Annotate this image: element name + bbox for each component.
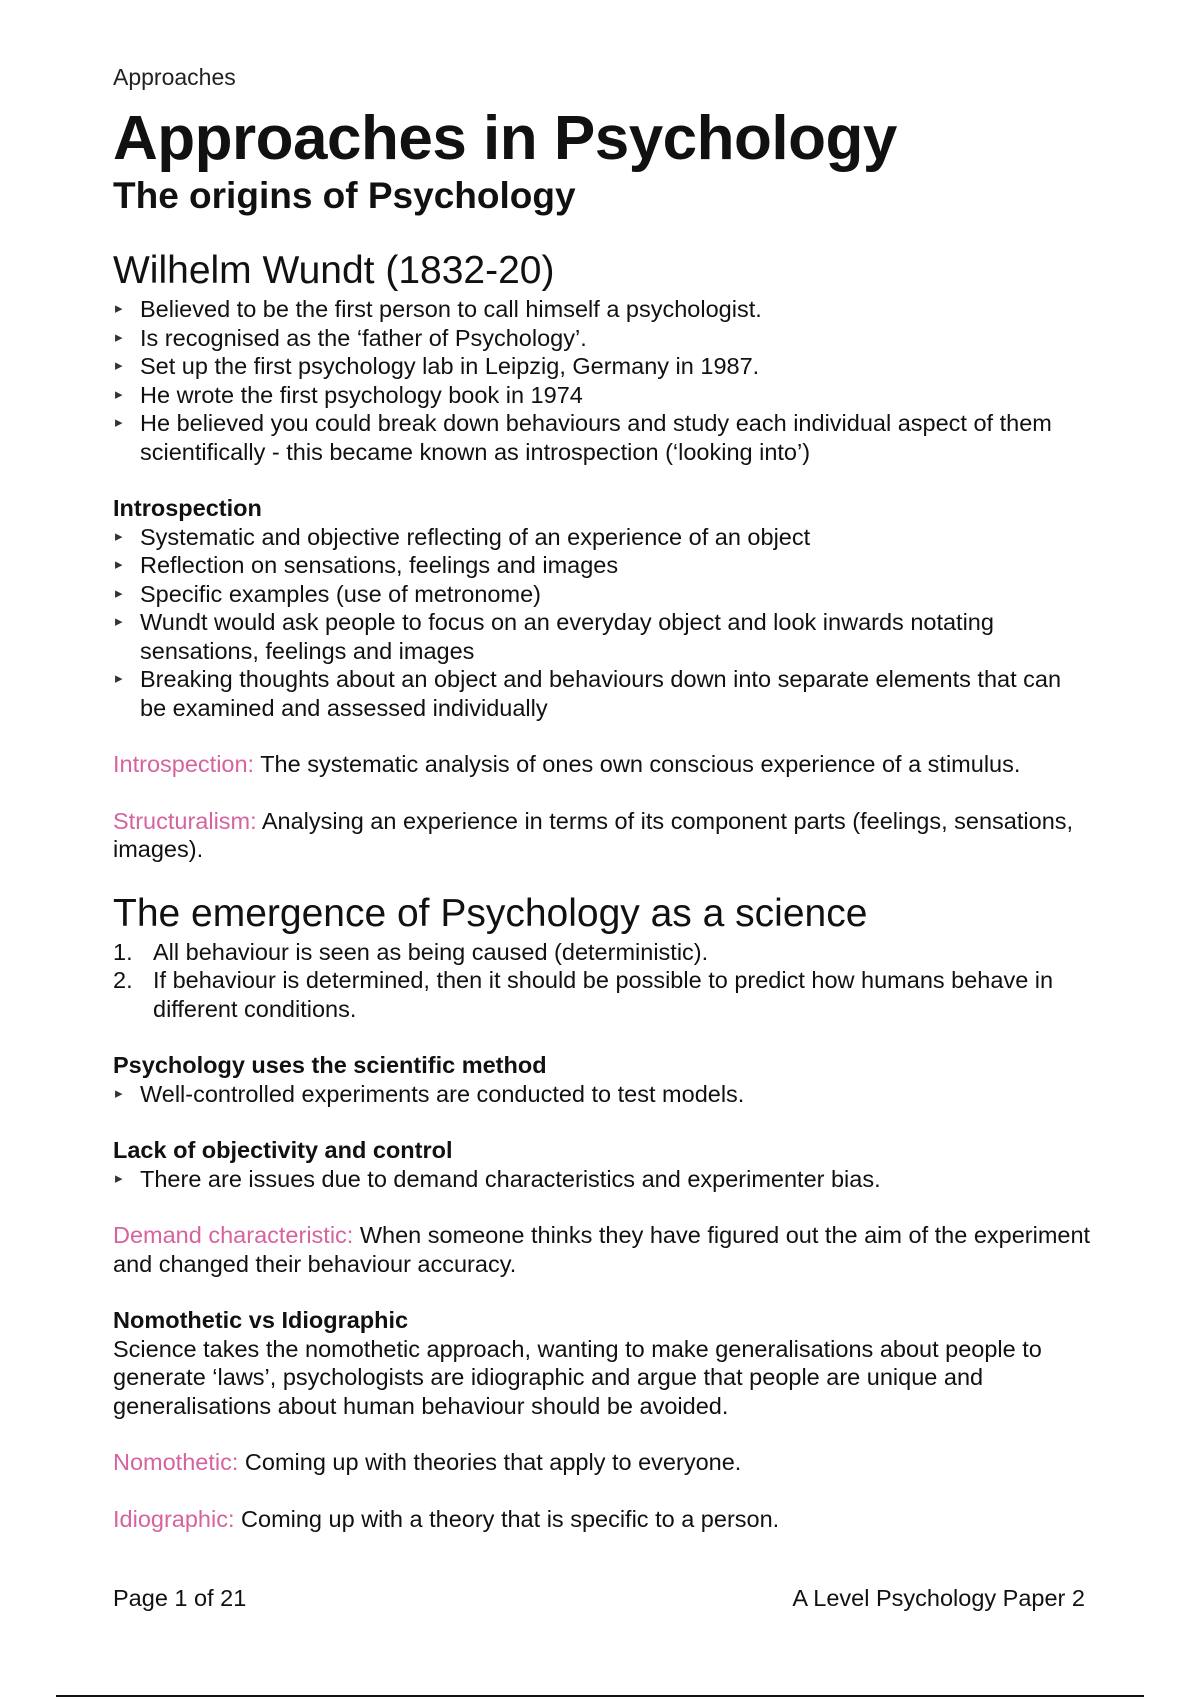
list-item: ▸ Set up the first psychology lab in Leipzig, Germany in 1987. [113, 352, 1093, 381]
emergence-section [113, 892, 1093, 1534]
list-number: 2. [113, 967, 133, 993]
list-item: ▸ Reflection on sensations, feelings and images [113, 551, 1093, 580]
bottom-divider [56, 1695, 1144, 1697]
objectivity-bullet-list [113, 1165, 1093, 1194]
definition-term: Nomothetic: [113, 1449, 239, 1475]
introspection-bullet-list [113, 523, 1093, 723]
list-item [113, 938, 1093, 967]
definition-term: Demand characteristic: [113, 1222, 354, 1248]
list-item: ▸ He wrote the first psychology book in 1974 [113, 381, 1093, 410]
wundt-bullet-list [113, 295, 1093, 466]
emergence-heading: The emergence of Psychology as a science [113, 891, 868, 935]
page-number: Page 1 of 21 [113, 1585, 247, 1611]
document-page [113, 64, 1093, 1533]
list-item [113, 966, 1093, 1023]
definition-term: Introspection: [113, 751, 255, 777]
scientific-method-bullet-list [113, 1080, 1093, 1109]
definition-idiographic [113, 1505, 1093, 1534]
list-item: ▸ He believed you could break down behaviours and study each individual aspect of them scientifically - this became known as introspection (‘looking into’) [113, 409, 1093, 466]
scientific-method-heading: Psychology uses the scientific method [113, 1052, 547, 1078]
definition-text: Analysing an experience in terms of its component parts (feelings, sensations, images). [113, 807, 1074, 862]
nomothetic-heading: Nomothetic vs Idiographic [113, 1307, 409, 1333]
list-item: ▸ Systematic and objective reflecting of an experience of an object [113, 523, 1093, 552]
nomothetic-paragraph: Science takes the nomothetic approach, wanting to make generalisations about people to generate ‘laws’, psychologists are idiographic and argue that people are unique and generalisations about human behaviour should be avoided. [113, 1335, 1042, 1419]
introspection-heading: Introspection [113, 495, 262, 521]
definition-text: Coming up with a theory that is specific to a person. [234, 1505, 780, 1532]
definition-demand-characteristic [113, 1221, 1093, 1278]
definition-introspection [113, 750, 1093, 779]
list-item: ▸ Wundt would ask people to focus on an everyday object and look inwards notating sensations, feelings and images [113, 608, 1093, 665]
list-item: ▸ Well-controlled experiments are conducted to test models. [113, 1080, 1093, 1109]
page-subtitle: The origins of Psychology [113, 175, 576, 216]
running-header: Approaches [113, 64, 236, 90]
definition-structuralism [113, 807, 1093, 864]
wundt-heading: Wilhelm Wundt (1832-20) [113, 249, 555, 292]
definition-text: When someone thinks they have figured out the aim of the experiment and changed their behaviour accuracy. [113, 1222, 1091, 1277]
list-item: ▸ There are issues due to demand characteristics and experimenter bias. [113, 1165, 1093, 1194]
list-item-text: All behaviour is seen as being caused (deterministic). [153, 938, 709, 965]
definition-term: Structuralism: [113, 807, 257, 834]
page-footer [113, 1585, 1085, 1612]
definition-text: The systematic analysis of ones own conscious experience of a stimulus. [254, 751, 1021, 777]
introspection-section [113, 494, 1093, 864]
list-number: 1. [113, 938, 133, 965]
course-label: A Level Psychology Paper 2 [792, 1585, 1085, 1611]
list-item: ▸ Specific examples (use of metronome) [113, 580, 1093, 609]
list-item-text: If behaviour is determined, then it should be possible to predict how humans behave in different conditions. [153, 967, 1054, 1022]
definition-term: Idiographic: [113, 1505, 235, 1532]
list-item: ▸ Believed to be the first person to call himself a psychologist. [113, 295, 1093, 324]
objectivity-heading: Lack of objectivity and control [113, 1137, 453, 1163]
definition-text: Coming up with theories that apply to everyone. [238, 1449, 742, 1475]
list-item: ▸ Breaking thoughts about an object and behaviours down into separate elements that can be examined and assessed individually [113, 665, 1093, 722]
page-title: Approaches in Psychology [113, 104, 897, 173]
list-item: ▸ Is recognised as the ‘father of Psychology’. [113, 324, 1093, 353]
wundt-section [113, 249, 1093, 466]
definition-nomothetic [113, 1448, 1093, 1477]
emergence-numbered-list [113, 938, 1093, 1024]
